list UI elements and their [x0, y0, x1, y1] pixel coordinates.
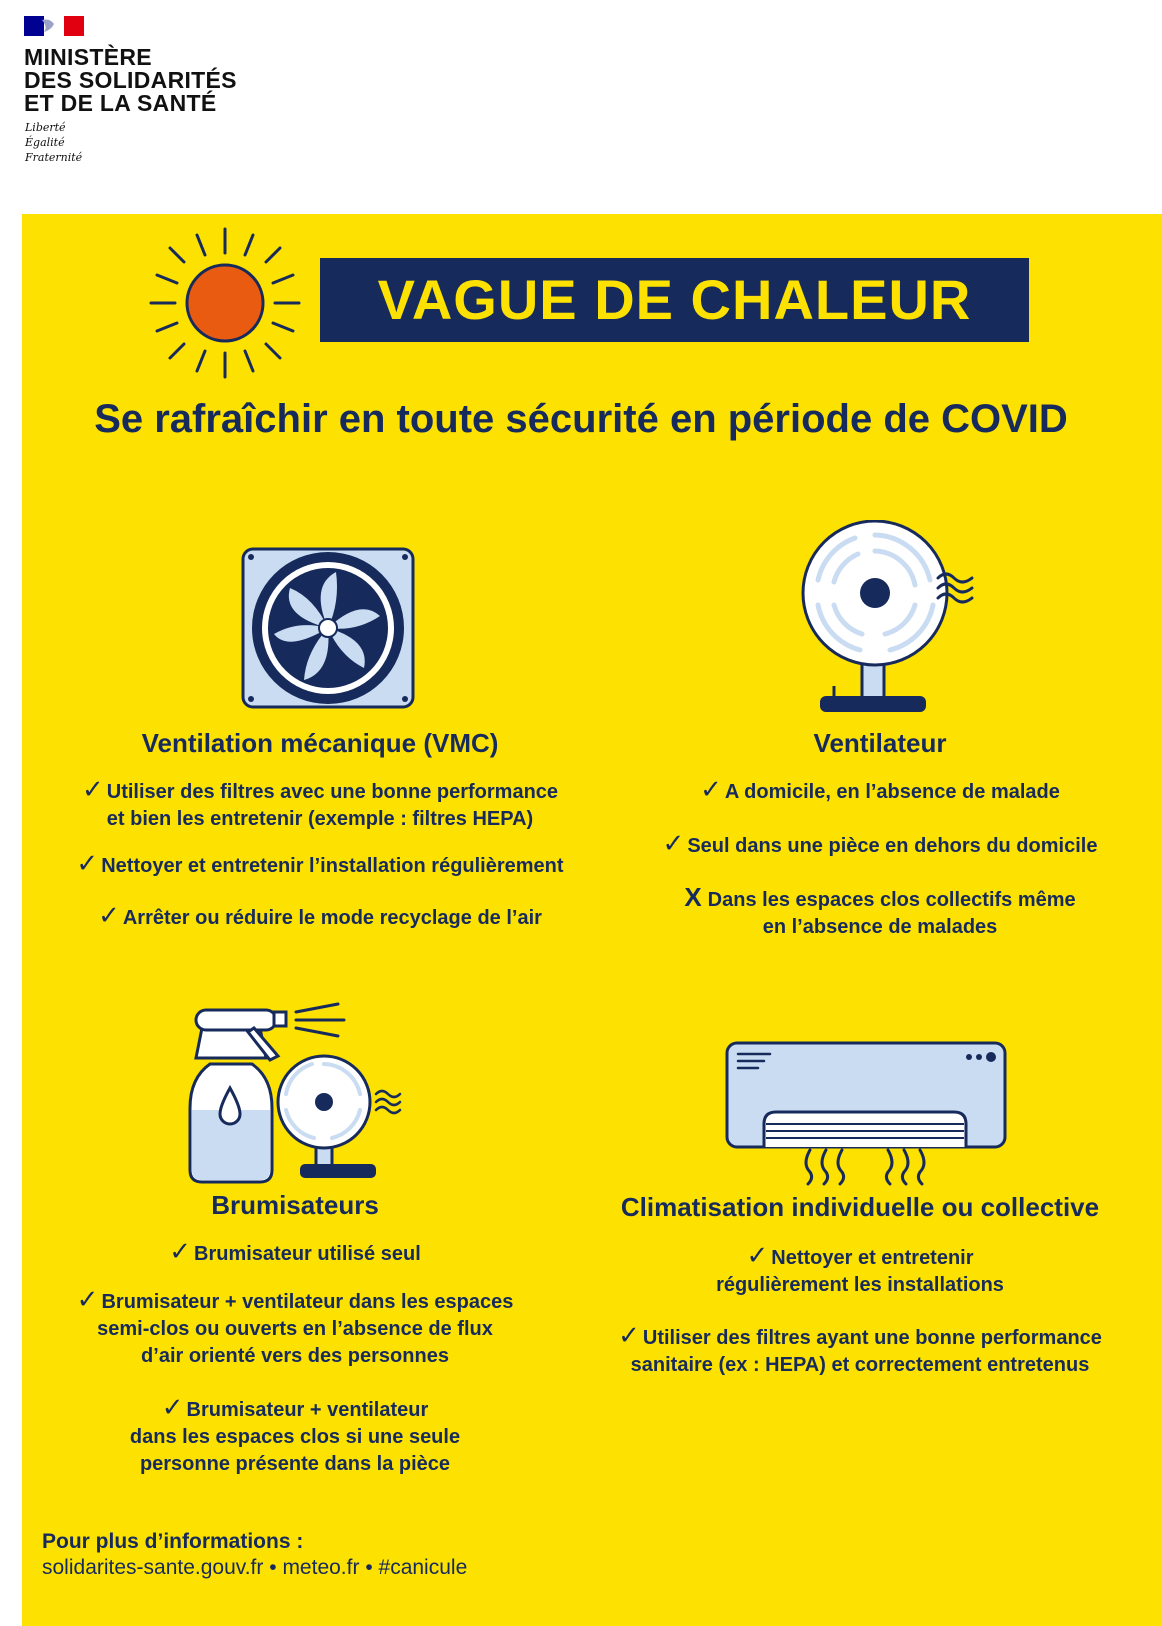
list-item: ✓ Utiliser des filtres ayant une bonne performance sanitaire (ex : HEPA) et correctement entretenus [618, 1320, 1102, 1376]
checkmark-icon: ✓ [76, 848, 99, 878]
list-item: ✓ A domicile, en l’absence de malade [700, 774, 1060, 804]
air-conditioner-icon [724, 1040, 1008, 1186]
ministry-name [24, 46, 284, 115]
link-meteo[interactable]: meteo.fr [282, 1556, 360, 1579]
checkmark-icon: ✓ [76, 1284, 99, 1314]
list-item: ✓ Arrêter ou réduire le mode recyclage de l’air [98, 900, 542, 930]
ministry-line: DES SOLIDARITÉS [24, 67, 237, 93]
list-item: ✓ Utiliser des filtres avec une bonne performance et bien les entretenir (exemple : filtres HEPA) [81, 774, 559, 830]
footer [42, 1529, 467, 1581]
list-item: ✓ Brumisateur utilisé seul [169, 1236, 421, 1266]
checkmark-icon: ✓ [81, 774, 104, 804]
cross-icon: X [684, 882, 702, 912]
list-item: X Dans les espaces clos collectifs même en l’absence de malades [684, 882, 1076, 938]
sun-icon [148, 226, 302, 380]
marianne-flag-icon [24, 16, 84, 36]
motto-line: Fraternité [25, 151, 83, 164]
list-item: ✓ Brumisateur + ventilateur dans les espaces clos si une seule personne présente dans la pièce [129, 1392, 461, 1475]
section-title-vmc: Ventilation mécanique (VMC) [141, 728, 499, 758]
footer-lead: Pour plus d’informations : [42, 1530, 304, 1553]
motto-line: Liberté [25, 121, 66, 134]
poster-title: VAGUE DE CHALEUR [320, 258, 1029, 342]
poster-subtitle: Se rafraîchir en toute sécurité en période de COVID [94, 397, 1068, 441]
checkmark-icon: ✓ [98, 900, 120, 930]
checkmark-icon: ✓ [746, 1240, 769, 1270]
section-title-fan: Ventilateur [813, 728, 947, 758]
checkmark-icon: ✓ [169, 1236, 192, 1266]
spray-bottle-icon [186, 998, 422, 1184]
separator: • [365, 1556, 373, 1579]
list-item: ✓ Brumisateur + ventilateur dans les espaces semi-clos ou ouverts en l’absence de flux d’air orienté vers des personnes [76, 1284, 514, 1367]
motto-line: Égalité [25, 136, 65, 149]
footer-links [42, 1555, 467, 1581]
separator: • [269, 1556, 277, 1579]
section-title-air-conditioning: Climatisation individuelle ou collective [620, 1192, 1100, 1222]
link-canicule[interactable]: #canicule [378, 1556, 468, 1579]
republic-motto [25, 120, 82, 165]
fan-icon [800, 520, 990, 716]
vmc-fan-icon [240, 546, 416, 710]
checkmark-icon: ✓ [618, 1320, 640, 1350]
link-solidarites-sante[interactable]: solidarites-sante.gouv.fr [42, 1556, 264, 1579]
checkmark-icon: ✓ [700, 774, 722, 804]
section-title-misters: Brumisateurs [211, 1190, 379, 1220]
checkmark-icon: ✓ [161, 1392, 184, 1422]
list-item: ✓ Seul dans une pièce en dehors du domicile [662, 828, 1098, 858]
ministry-line: MINISTÈRE [24, 44, 152, 70]
checkmark-icon: ✓ [662, 828, 685, 858]
list-item: ✓ Nettoyer et entretenir l’installation régulièrement [76, 848, 564, 878]
list-item: ✓ Nettoyer et entretenir régulièrement les installations [716, 1240, 1004, 1296]
ministry-line: ET DE LA SANTÉ [24, 90, 217, 116]
